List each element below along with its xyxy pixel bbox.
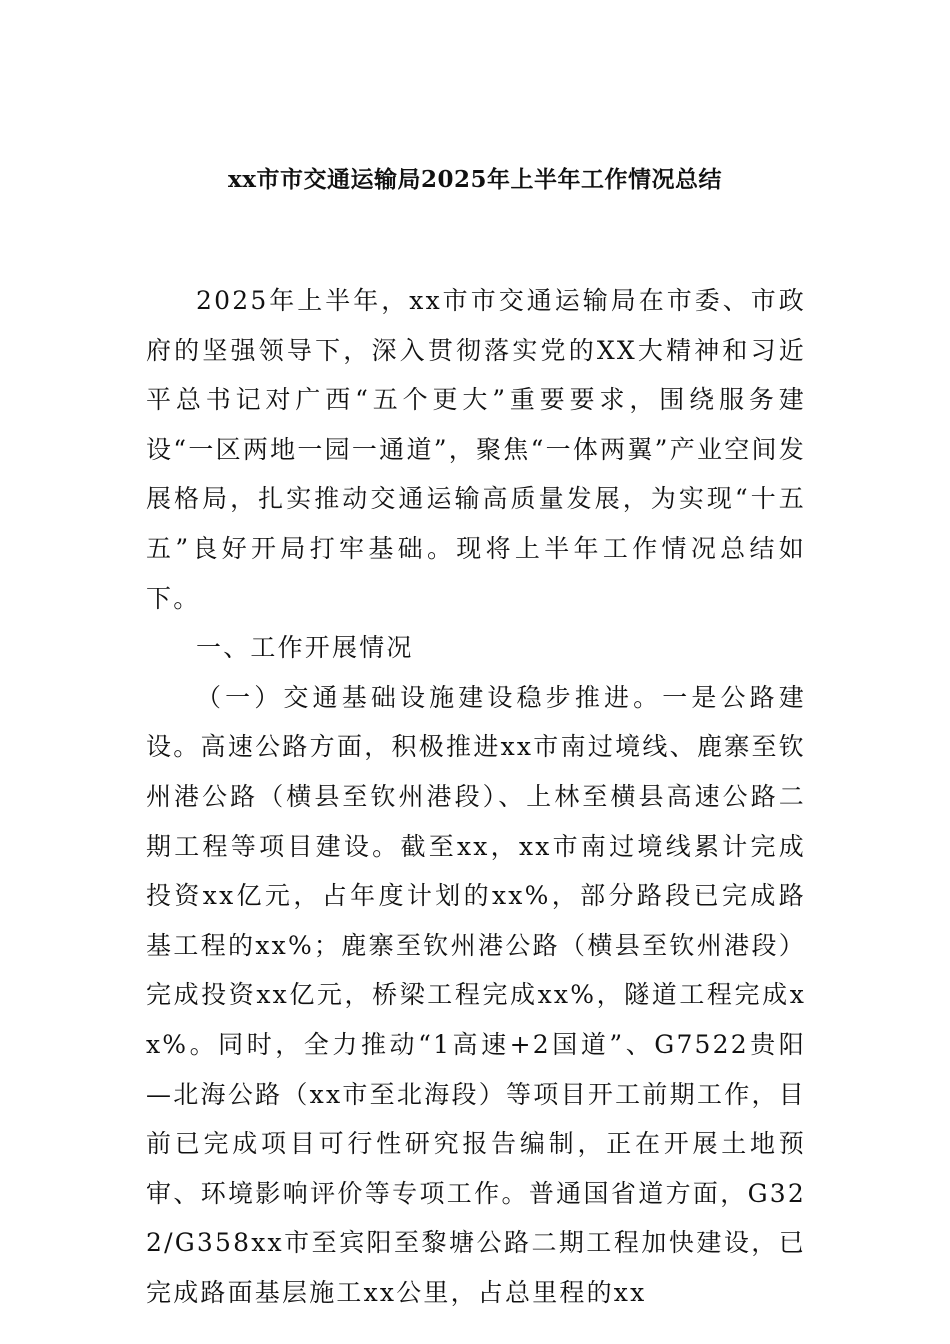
intro-paragraph: 2025年上半年，xx市市交通运输局在市委、市政府的坚强领导下，深入贯彻落实党的XX大精神和习近平总书记对广西“五个更大”重要要求，围绕服务建设“一区两地一园一通道”，聚焦“一体两翼”产业空间发展格局，扎实推动交通运输高质量发展，为实现“十五五”良好开局打牢基础。现将上半年工作情况总结如下。	[146, 286, 806, 613]
body-paragraph: （一）交通基础设施建设稳步推进。一是公路建设。高速公路方面，积极推进xx市南过境线、鹿寨至钦州港公路（横县至钦州港段）、上林至横县高速公路二期工程等项目建设。截至xx，xx市南过境线累计完成投资xx亿元，占年度计划的xx%，部分路段已完成路基工程的xx%；鹿寨至钦州港公路（横县至钦州港段）完成投资xx亿元，桥梁工程完成xx%，隧道工程完成xx%。同时，全力推动“1高速+2国道”、G7522贵阳—北海公路（xx市至北海段）等项目开工前期工作，目前已完成项目可行性研究报告编制，正在开展土地预审、环境影响评价等专项工作。普通国省道方面，G322/G358xx市至宾阳至黎塘公路二期工程加快建设，已完成路面基层施工xx公里，占总里程的xx	[146, 682, 806, 1307]
document-title: xx市市交通运输局2025年上半年工作情况总结	[228, 166, 722, 193]
document-body	[146, 276, 806, 1317]
section-heading: 一、工作开展情况	[196, 633, 414, 663]
